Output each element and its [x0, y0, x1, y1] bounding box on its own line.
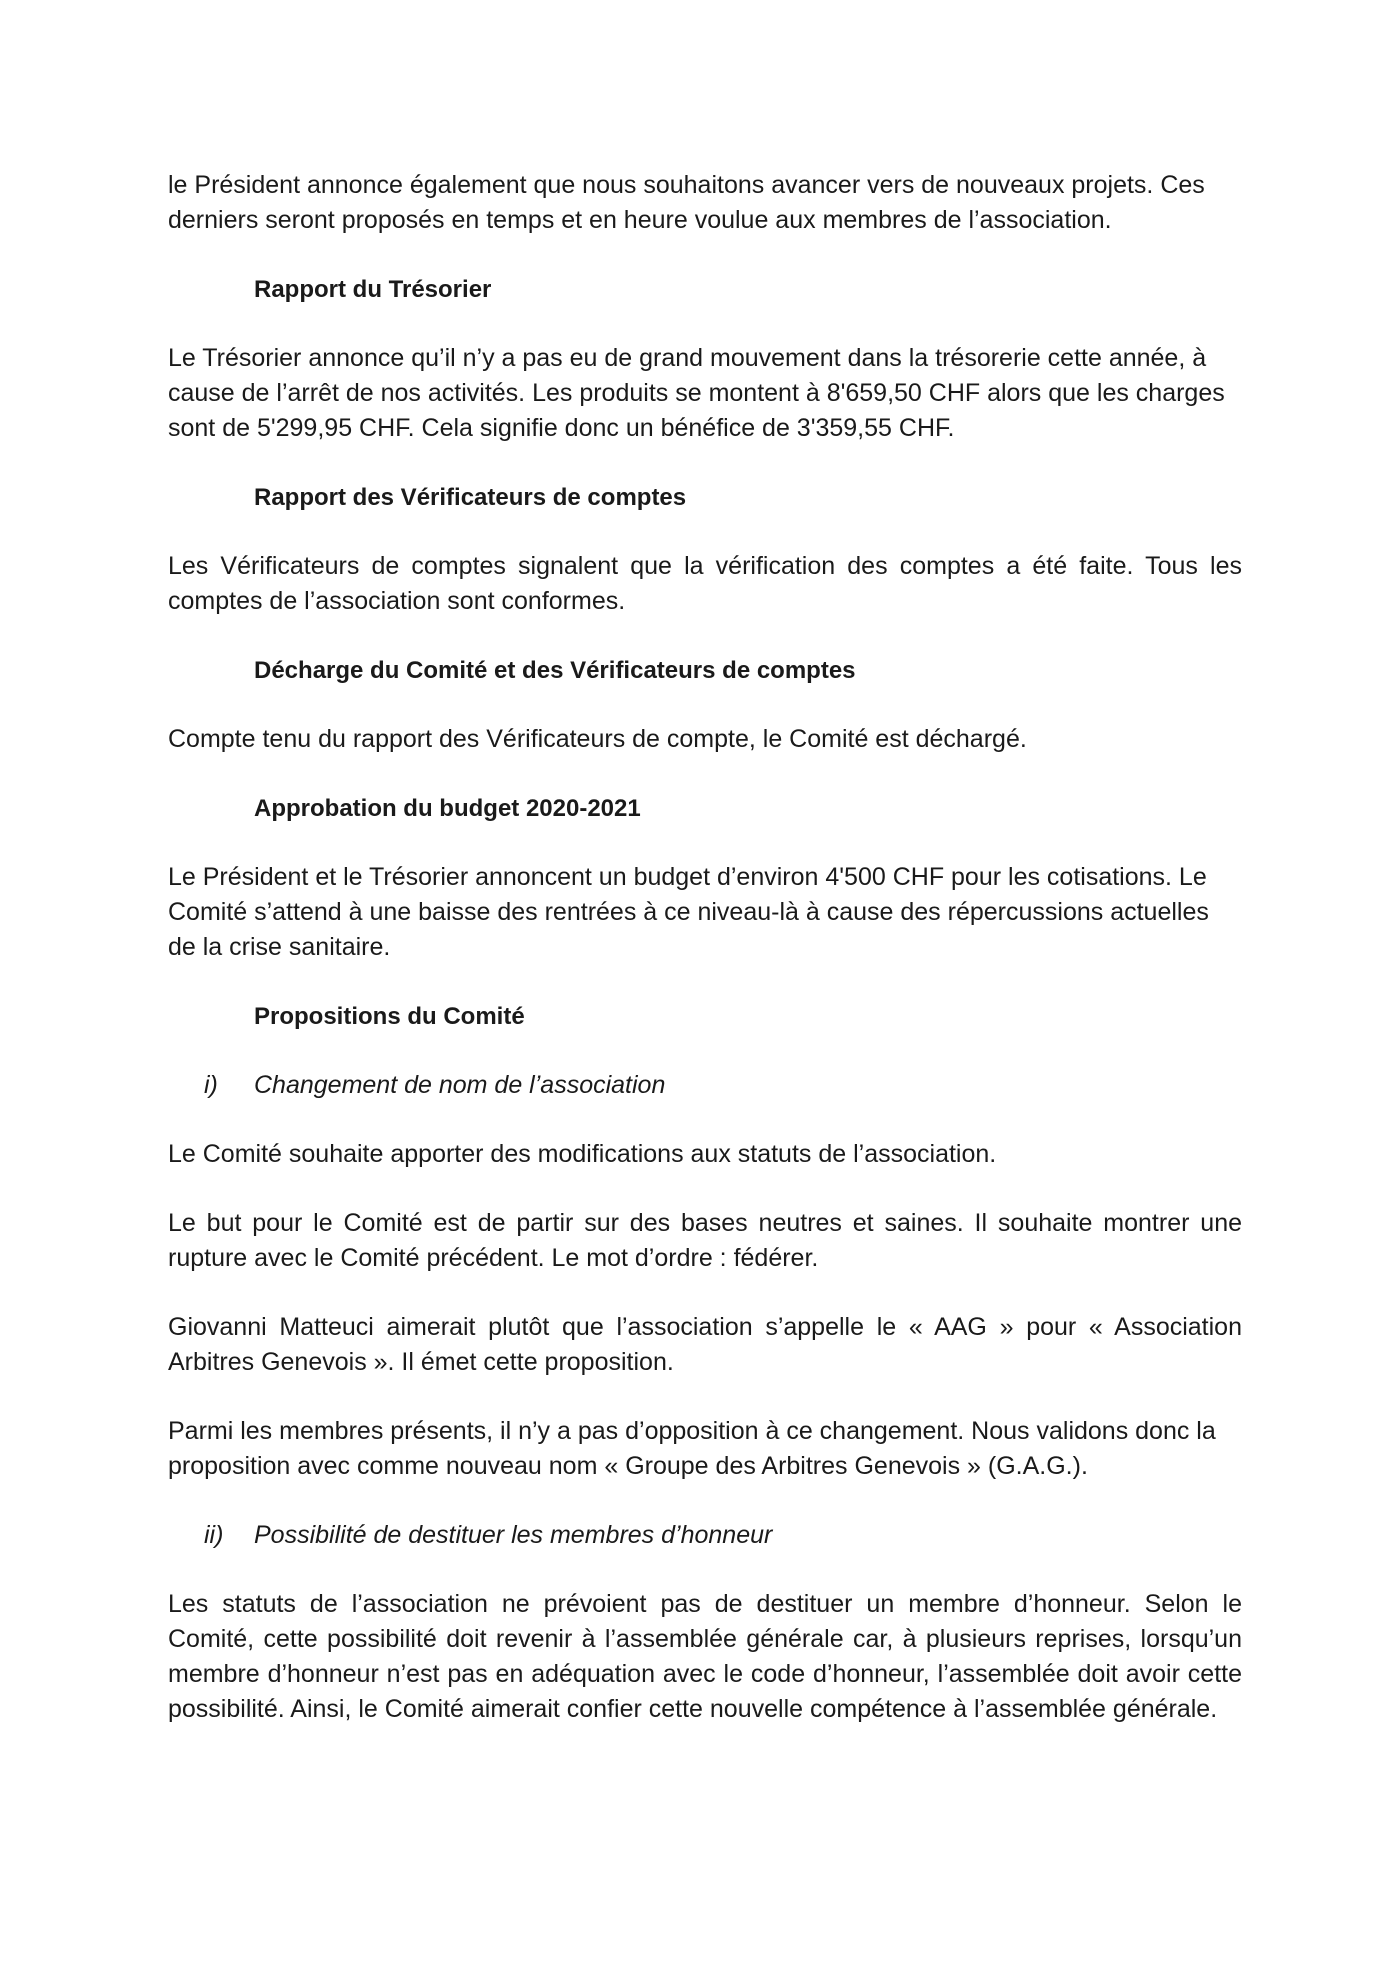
subheading-number: ii): [204, 1521, 224, 1549]
subheading-title: Possibilité de destituer les membres d’honneur: [254, 1521, 773, 1549]
paragraph-tresorier-report: Le Trésorier annonce qu’il n’y a pas eu de grand mouvement dans la trésorerie cette année, à cause de l’arrêt de nos activités. Les produits se montent à 8'659,50 CHF alors que les charges sont de 5'299,95 CHF. Cela signifie donc un bénéfice de 3'359,55 CHF.: [168, 344, 1225, 442]
paragraph-modifications-statuts: Le Comité souhaite apporter des modifications aux statuts de l’association.: [168, 1140, 997, 1168]
paragraph-verificateurs-report: Les Vérificateurs de comptes signalent que la vérification des comptes a été faite. Tous les comptes de l’association sont conformes.: [168, 552, 1242, 615]
heading-approbation-budget: Approbation du budget 2020-2021: [254, 795, 641, 822]
paragraph-validation-nom: Parmi les membres présents, il n’y a pas d’opposition à ce changement. Nous validons donc la proposition avec comme nouveau nom « Groupe des Arbitres Genevois » (G.A.G.).: [168, 1417, 1216, 1480]
heading-rapport-verificateurs: Rapport des Vérificateurs de comptes: [254, 484, 687, 511]
heading-decharge-comite: Décharge du Comité et des Vérificateurs de comptes: [254, 657, 856, 684]
heading-rapport-tresorier: Rapport du Trésorier: [254, 276, 492, 303]
paragraph-statuts-membres-honneur: Les statuts de l’association ne prévoient pas de destituer un membre d’honneur. Selon le Comité, cette possibilité doit revenir à l’assemblée générale car, à plusieurs reprises, lorsqu’un membre d’honneur n’est pas en adéquation avec le code d’honneur, l’assemblée doit avoir cette possibilité. Ainsi, le Comité aimerait confier cette nouvelle compétence à l’assemblée générale.: [168, 1590, 1242, 1723]
paragraph-but-comite: Le but pour le Comité est de partir sur des bases neutres et saines. Il souhaite montrer une rupture avec le Comité précédent. Le mot d’ordre : fédérer.: [168, 1209, 1242, 1272]
subheading-destituer-membres: [204, 1518, 1242, 1553]
document-page: [168, 168, 1242, 1761]
heading-propositions-comite: Propositions du Comité: [254, 1003, 525, 1030]
subheading-title: Changement de nom de l’association: [254, 1071, 666, 1099]
subheading-changement-nom: [204, 1068, 1242, 1103]
paragraph-proposition-matteuci: Giovanni Matteuci aimerait plutôt que l’association s’appelle le « AAG » pour « Association Arbitres Genevois ». Il émet cette proposition.: [168, 1313, 1242, 1376]
paragraph-president-projects: le Président annonce également que nous souhaitons avancer vers de nouveaux projets. Ces derniers seront proposés en temps et en heure voulue aux membres de l’association.: [168, 171, 1205, 234]
subheading-number: i): [204, 1071, 218, 1099]
paragraph-decharge: Compte tenu du rapport des Vérificateurs de compte, le Comité est déchargé.: [168, 725, 1027, 753]
paragraph-budget: Le Président et le Trésorier annoncent un budget d’environ 4'500 CHF pour les cotisations. Le Comité s’attend à une baisse des rentrées à ce niveau-là à cause des répercussions actuelles de la crise sanitaire.: [168, 863, 1209, 961]
